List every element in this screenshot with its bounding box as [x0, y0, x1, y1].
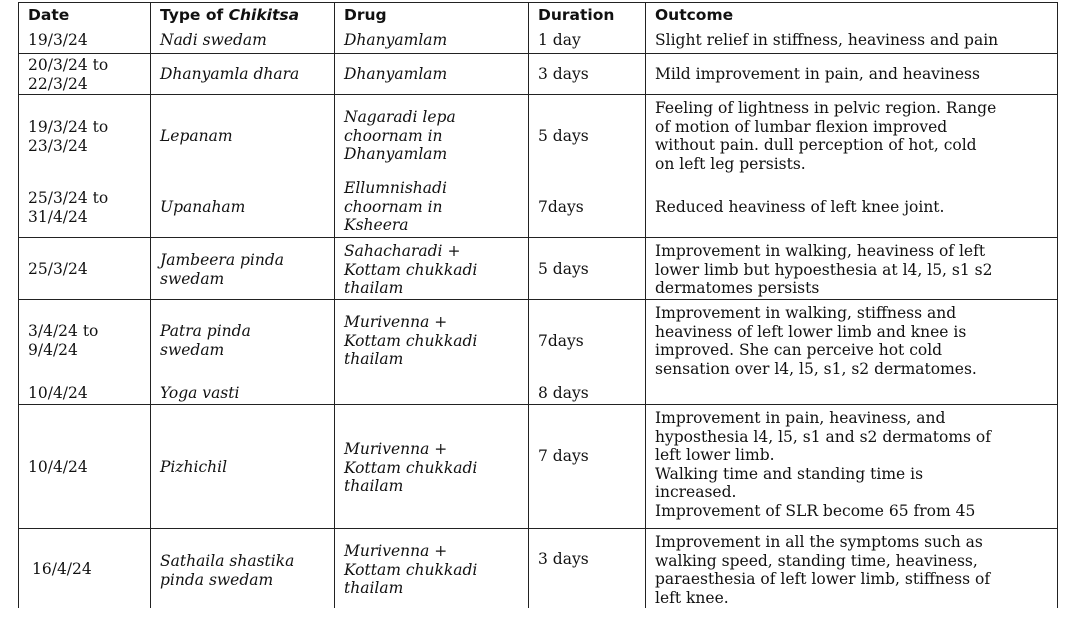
column-divider	[150, 2, 151, 608]
cell-date: 10/4/24	[28, 384, 88, 402]
cell-drug: Ellumnishadi choornam in Ksheera	[344, 179, 447, 234]
treatment-table	[18, 2, 1058, 608]
header-date: Date	[28, 6, 70, 24]
cell-type: Yoga vasti	[160, 384, 240, 402]
cell-drug: Murivenna + Kottam chukkadi thailam	[344, 542, 478, 597]
cell-type: Sathaila shastika pinda swedam	[160, 552, 295, 589]
cell-date: 10/4/24	[28, 458, 88, 476]
cell-drug: Dhanyamlam	[344, 31, 448, 49]
cell-date: 25/3/24	[28, 260, 88, 278]
cell-outcome: Improvement in pain, heaviness, and hyposthesia l4, l5, s1 and s2 dermatoms of left lower limb. Walking time and standing time is increased. Improvement of SLR become 65 from 45	[655, 409, 991, 520]
cell-outcome: Improvement in walking, stiffness and heaviness of left lower limb and knee is improved. She can perceive hot cold sensation over l4, l5, s1, s2 dermatomes.	[655, 304, 977, 378]
header-duration: Duration	[538, 6, 615, 24]
row-divider	[18, 53, 1058, 54]
column-divider	[334, 2, 335, 608]
cell-duration: 5 days	[538, 260, 589, 278]
cell-duration: 3 days	[538, 65, 589, 83]
cell-type: Lepanam	[160, 127, 233, 145]
cell-date: 3/4/24 to 9/4/24	[28, 322, 99, 359]
cell-date: 20/3/24 to 22/3/24	[28, 56, 109, 93]
cell-type: Nadi swedam	[160, 31, 267, 49]
row-divider	[18, 94, 1058, 95]
cell-outcome: Improvement in all the symptoms such as walking speed, standing time, heaviness, paraesthesia of left lower limb, stiffness of left knee.	[655, 533, 991, 607]
cell-drug: Nagaradi lepa choornam in Dhanyamlam	[344, 108, 456, 163]
cell-outcome: Slight relief in stiffness, heaviness and pain	[655, 31, 999, 49]
cell-date: 16/4/24	[32, 560, 92, 578]
cell-date: 19/3/24 to 23/3/24	[28, 118, 109, 155]
cell-type: Jambeera pinda swedam	[160, 251, 285, 288]
column-divider	[645, 2, 646, 608]
cell-type: Upanaham	[160, 198, 246, 216]
cell-duration: 8 days	[538, 384, 589, 402]
cell-drug: Murivenna + Kottam chukkadi thailam	[344, 313, 478, 368]
header-drug: Drug	[344, 6, 387, 24]
cell-outcome: Reduced heaviness of left knee joint.	[655, 198, 945, 216]
cell-type: Dhanyamla dhara	[160, 65, 300, 83]
cell-outcome: Feeling of lightness in pelvic region. Range of motion of lumbar flexion improved without pain. dull perception of hot, cold on left leg persists.	[655, 99, 997, 173]
cell-duration: 7 days	[538, 447, 589, 465]
cell-duration: 7days	[538, 332, 584, 350]
row-divider	[18, 404, 1058, 405]
cell-drug: Dhanyamlam	[344, 65, 448, 83]
cell-outcome: Mild improvement in pain, and heaviness	[655, 65, 980, 83]
column-divider	[528, 2, 529, 608]
cell-duration: 7days	[538, 198, 584, 216]
cell-date: 25/3/24 to 31/4/24	[28, 189, 109, 226]
row-divider	[18, 237, 1058, 238]
row-divider	[18, 299, 1058, 300]
cell-type: Patra pinda swedam	[160, 322, 251, 359]
cell-date: 19/3/24	[28, 31, 88, 49]
cell-duration: 1 day	[538, 31, 581, 49]
cell-duration: 5 days	[538, 127, 589, 145]
header-type: Type of Chikitsa	[160, 6, 300, 24]
row-divider	[18, 528, 1058, 529]
table-border-right	[1057, 2, 1058, 608]
row-divider	[18, 2, 1058, 3]
cell-drug: Murivenna + Kottam chukkadi thailam	[344, 440, 478, 495]
cell-duration: 3 days	[538, 550, 589, 568]
cell-drug: Sahacharadi + Kottam chukkadi thailam	[344, 242, 478, 297]
table-border-left	[18, 2, 19, 608]
cell-type: Pizhichil	[160, 458, 228, 476]
cell-outcome: Improvement in walking, heaviness of left lower limb but hypoesthesia at l4, l5, s1 s2 dermatomes persists	[655, 242, 993, 297]
header-outcome: Outcome	[655, 6, 734, 24]
